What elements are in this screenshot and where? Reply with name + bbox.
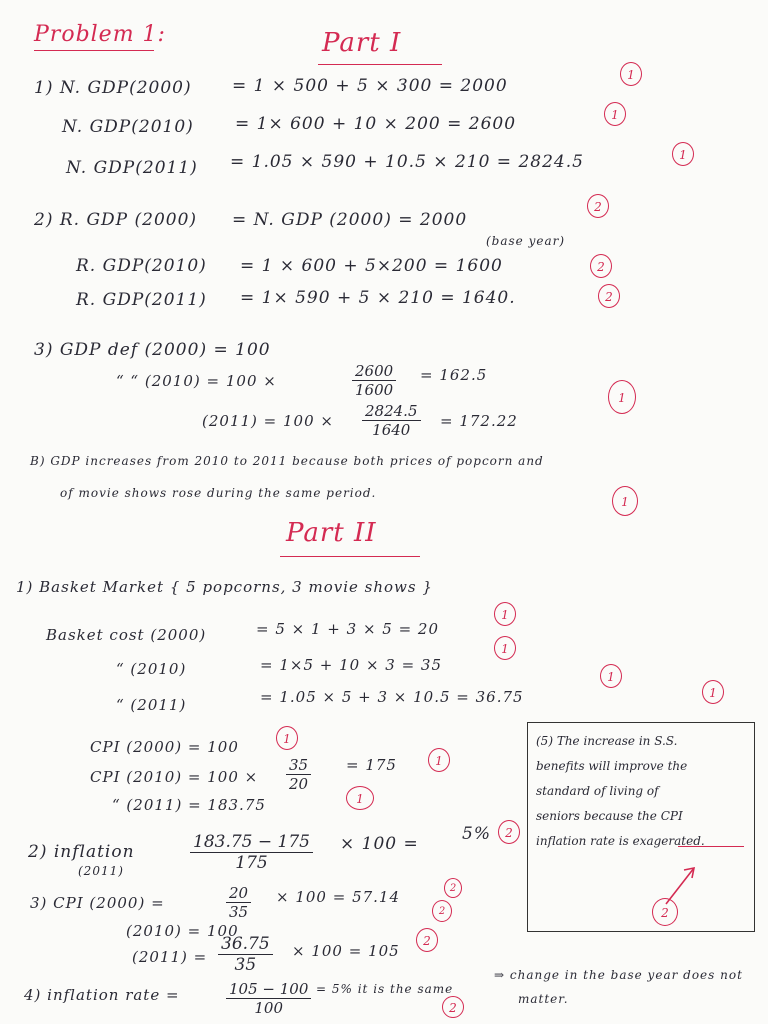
box-line4: seniors because the CPI: [536, 809, 683, 823]
q3-line2-prefix: “ “ (2010) = 100 ×: [116, 372, 277, 390]
q4b-fraction: [226, 980, 311, 1017]
q4-line2: of movie shows rose during the same period.: [60, 486, 377, 500]
q1-line1-mark: 1: [620, 62, 642, 86]
q1-line3-expr: = 1.05 × 590 + 10.5 × 210 = 2824.5: [230, 152, 584, 172]
q1-line2-expr: = 1× 600 + 10 × 200 = 2600: [235, 114, 517, 134]
box-line1: (5) The increase in S.S.: [536, 734, 678, 748]
q3b-line1-mark: 2: [444, 878, 462, 898]
q3-line2-den: 1600: [355, 381, 394, 399]
basket-definition: 1) Basket Market { 5 popcorns, 3 movie shows }: [16, 578, 433, 596]
cpi-line3: “ (2011) = 183.75: [112, 796, 266, 814]
q2-line1-label: 2) R. GDP (2000): [34, 210, 198, 230]
part1-title: Part I: [322, 28, 402, 58]
box-bottom-mark: 2: [652, 898, 678, 926]
cost-line1-mark: 1: [494, 602, 516, 626]
q4b-den: 100: [254, 999, 283, 1017]
q4b-tail: = 5% it is the same: [316, 982, 454, 996]
q3b-line3-den: 35: [234, 955, 257, 975]
inflation-den: 175: [235, 853, 268, 873]
heading-underline: [34, 50, 154, 51]
q1-line3-mark: 1: [672, 142, 694, 166]
base-year-note: (base year): [486, 234, 566, 248]
q3-line2-fraction: [352, 362, 396, 399]
inflation-result: 5%: [462, 824, 491, 844]
box-line5: inflation rate is exagerated.: [536, 834, 705, 848]
q3b-line2: (2010) = 100: [126, 922, 239, 940]
q3-line2-num: 2600: [352, 362, 396, 381]
q4-line1: B) GDP increases from 2010 to 2011 because both prices of popcorn and: [30, 454, 544, 468]
q1-line1-expr: = 1 × 500 + 5 × 300 = 2000: [232, 76, 508, 96]
q3b-line1-fraction: [226, 884, 251, 921]
q1-line1-label: 1) N. GDP(2000): [34, 78, 192, 98]
q2-line2-mark: 2: [590, 254, 612, 278]
answer-box-q5: [527, 722, 755, 932]
part2-title: Part II: [286, 518, 377, 548]
q1-line2-mark: 1: [604, 102, 626, 126]
q4b-conclusion: ⇒ change in the base year does not: [494, 968, 743, 982]
q4b-num: 105 − 100: [226, 980, 311, 999]
q2-line2-expr: = 1 × 600 + 5×200 = 1600: [240, 256, 503, 276]
q3-line3-fraction: [362, 402, 421, 439]
q2-line3-label: R. GDP(2011): [76, 290, 207, 310]
q3b-line1-den: 35: [229, 903, 249, 921]
cpi-line1: CPI (2000) = 100: [90, 738, 239, 756]
inflation-num: 183.75 − 175: [190, 832, 313, 853]
cpi-line2-prefix: CPI (2010) = 100 ×: [90, 768, 259, 786]
inflation-sub: (2011): [78, 864, 124, 878]
inflation-mark: 2: [498, 820, 520, 844]
q4-mark: 1: [612, 486, 638, 516]
cost-line1-label: Basket cost (2000): [46, 626, 207, 644]
q3b-line1-num: 20: [226, 884, 251, 903]
q3-line2-result: = 162.5: [420, 366, 488, 384]
inflation-fraction: [190, 832, 313, 873]
cpi-line2-mark: 1: [428, 748, 450, 772]
q3-mark: 1: [608, 380, 636, 414]
cpi-line2-result: = 175: [346, 756, 397, 774]
q2-line3-expr: = 1× 590 + 5 × 210 = 1640.: [240, 288, 516, 308]
q3b-line3-num: 36.75: [218, 934, 273, 955]
q2-line1-expr: = N. GDP (2000) = 2000: [232, 210, 468, 230]
q2-line1-mark: 2: [587, 194, 609, 218]
q1-line2-label: N. GDP(2010): [62, 117, 194, 137]
q3b-line1-tail: × 100 = 57.14: [276, 888, 401, 906]
cost-line2-expr: = 1×5 + 10 × 3 = 35: [260, 656, 443, 674]
cpi-line1-mark: 1: [276, 726, 298, 750]
q4b-prefix: 4) inflation rate =: [24, 986, 180, 1004]
q2-line3-mark: 2: [598, 284, 620, 308]
cpi-line2-num: 35: [286, 756, 311, 775]
part2-underline: [280, 556, 420, 557]
q3-line3-result: = 172.22: [440, 412, 518, 430]
q4b-conclusion2: matter.: [518, 992, 569, 1006]
box-top-mark: 1: [702, 680, 724, 704]
inflation-tail: × 100 =: [340, 834, 419, 854]
q3-line3-num: 2824.5: [362, 402, 421, 421]
q3b-line3-prefix: (2011) =: [132, 948, 208, 966]
q4b-mark: 2: [442, 996, 464, 1018]
cost-line2-mark: 1: [494, 636, 516, 660]
cpi-line3-mark: 1: [346, 786, 374, 810]
part1-underline: [318, 64, 442, 65]
q1-line3-label: N. GDP(2011): [66, 158, 198, 178]
q3b-line3-tail: × 100 = 105: [292, 942, 400, 960]
q3-line3-den: 1640: [372, 421, 411, 439]
cost-line2-label: “ (2010): [116, 660, 187, 678]
inflation-label: 2) inflation: [28, 842, 135, 862]
cost-line3-label: “ (2011): [116, 696, 187, 714]
q3b-line3-fraction: [218, 934, 273, 975]
q2-line2-label: R. GDP(2010): [76, 256, 207, 276]
cpi-line2-fraction: [286, 756, 311, 793]
q3b-line1-prefix: 3) CPI (2000) =: [30, 894, 165, 912]
box-line3: standard of living of: [536, 784, 659, 798]
box-line2: benefits will improve the: [536, 759, 688, 773]
problem-heading: Problem 1:: [34, 22, 166, 47]
cost-line3-mark: 1: [600, 664, 622, 688]
q3b-line2-mark: 2: [432, 900, 452, 922]
cost-line3-expr: = 1.05 × 5 + 3 × 10.5 = 36.75: [260, 688, 524, 706]
cpi-line2-den: 20: [289, 775, 309, 793]
q3-line1: 3) GDP def (2000) = 100: [34, 340, 271, 360]
q3b-line3-mark: 2: [416, 928, 438, 952]
q3-line3-prefix: (2011) = 100 ×: [202, 412, 334, 430]
cost-line1-expr: = 5 × 1 + 3 × 5 = 20: [256, 620, 440, 638]
box-underline: [678, 846, 744, 847]
